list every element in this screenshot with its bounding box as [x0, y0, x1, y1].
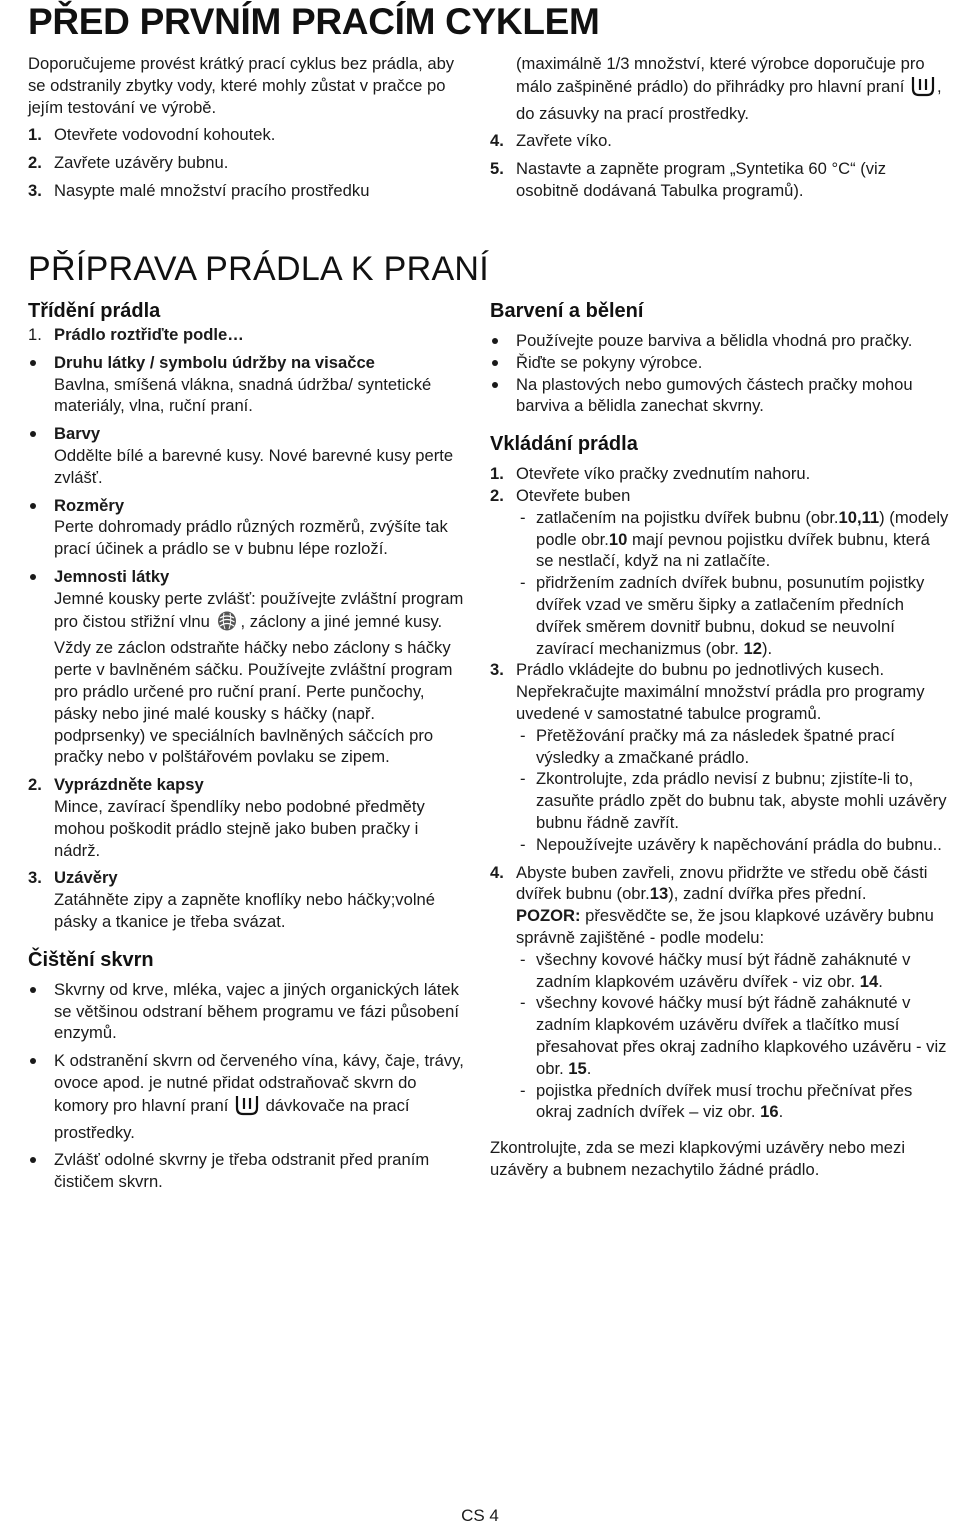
section2-left-column: [28, 298, 468, 1193]
warning-note: [490, 905, 950, 949]
sorting-item-3: [28, 867, 468, 932]
figure-ref: 10,11: [838, 507, 880, 527]
bullet-text: Oddělte bílé a barevné kusy. Nové barevné kusy perte zvlášť.: [54, 445, 454, 487]
warning-dash-1: [490, 949, 950, 993]
loading-step-2-dash-2: [490, 572, 950, 659]
subheading-stain-removal: Čištění skvrn: [28, 948, 154, 971]
step-text: Zavřete víko.: [516, 131, 612, 151]
dash-text: Přetěžování pračky má za následek špatné prací výsledky a zmačkané prádlo.: [536, 725, 895, 767]
step-text: Otevřete víko pračky zvednutím nahoru.: [516, 464, 811, 484]
step-4: [490, 130, 950, 152]
step-number: 1.: [490, 464, 504, 484]
step-number: 1.: [28, 125, 42, 145]
dash-text: .: [878, 971, 883, 991]
loading-step-3-dash-1: [490, 725, 950, 769]
step-number: 3.: [28, 180, 42, 200]
main-wash-compartment-icon: [235, 1094, 259, 1122]
dash-text: Zkontrolujte, zda prádlo nevisí z bubnu; zjistíte-li to, zasuňte prádlo zpět do bubnu tak, abyste mohli uzávěry bubnu řádně zavřít.: [536, 769, 947, 832]
loading-step-3-dash-3: [490, 834, 950, 856]
section1-left-column: [28, 53, 468, 202]
bullet-text-part: , záclony a jiné jemné kusy. Vždy ze záclon odstraňte háčky nebo záclony s háčky perte v bavlněném sáčku. Používejte zvláštní program pro prádlo určené pro ruční praní. Perte punčochy, pásky nebo jiné malé kousky s háčky (např. podprsenky) ve speciálních bavlněných sáčcích pro pračky nebo v polštářovém povlaku se zipem.: [54, 611, 453, 767]
bullet-title: Druhu látky / symbolu údržby na visačce: [54, 352, 375, 372]
section2-right-column: [490, 298, 950, 1181]
intro-paragraph: Doporučujeme provést krátký prací cyklus bez prádla, aby se odstranily zbytky vody, které mohly zůstat v pračce po jejím testování ve výrobě.: [28, 54, 455, 117]
step-text: Otevřete buben: [516, 485, 631, 505]
item-title: Vyprázdněte kapsy: [54, 775, 204, 795]
dash-text: přidržením zadních dvířek bubnu, posunutím pojistky dvířek vzad ve směru šipky a zatlačením předních dvířek směrem dovnitř bubnu, dokud se neuvolní zavírací mechanizmus (obr.: [536, 573, 925, 658]
dyeing-bullet-2: Řiďte se pokyny výrobce.: [490, 352, 950, 374]
dash-marker: -: [520, 1080, 526, 1100]
dash-text: .: [586, 1058, 592, 1078]
final-check-paragraph: Zkontrolujte, zda se mezi klapkovými uzávěry nebo mezi uzávěry a bubnem nezachytilo žádné prádlo.: [490, 1138, 906, 1179]
step-number: 5.: [490, 159, 504, 179]
bullet-title: Jemnosti látky: [54, 566, 170, 586]
step-text: Abyste buben zavřeli, znovu přidržte ve středu obě části dvířek bubnu (obr.: [516, 862, 928, 904]
dash-text: ) (modely podle obr.: [536, 507, 949, 549]
step-3-continuation-text: (maximálně 1/3 množství, které výrobce doporučuje pro málo zašpiněné prádlo) do přihrádky pro hlavní praní: [516, 54, 925, 96]
bullet-title: Rozměry: [54, 495, 125, 515]
dash-text: ).: [761, 638, 773, 658]
step-number: 4.: [490, 131, 504, 151]
dash-text: Nepoužívejte uzávěry k napěchování prádla do bubnu..: [536, 834, 942, 854]
stain-bullet-3: Zvlášť odolné skvrny je třeba odstranit před praním čističem skvrn.: [28, 1149, 468, 1193]
dash-text: všechny kovové háčky musí být řádně zaháknuté v zadním klapkovém uzávěru dvířek a tlačítko musí přesahovat přes okraj zadního klapkového uzávěru - viz obr.: [536, 993, 947, 1078]
dash-text: .: [778, 1102, 784, 1122]
dash-text: všechny kovové háčky musí být řádně zaháknuté v zadním klapkovém uzávěru dvířek - viz obr.: [536, 949, 911, 991]
loading-step-2: [490, 485, 950, 507]
stain-bullet-1: Skvrny od krve, mléka, vajec a jiných organických látek se většinou odstraní během programu ve fázi působení enzymů.: [28, 979, 468, 1044]
sorting-bullet-colors: [28, 423, 468, 488]
page-number: CS 4: [461, 1506, 499, 1525]
step-number: 4.: [490, 862, 504, 882]
subheading-loading-laundry: Vkládání prádla: [490, 433, 638, 456]
figure-ref: 16: [760, 1102, 779, 1122]
bullet-text-part: dávkovače na prací prostředky.: [54, 1095, 410, 1142]
subheading-sorting: Třídění prádla: [28, 300, 161, 322]
bullet-text-part: Jemné kousky perte zvlášť: používejte zvláštní program pro čistou střižní vlnu: [54, 588, 464, 631]
warning-dash-3: [490, 1080, 950, 1124]
warning-text: přesvědčte se, že jsou klapkové uzávěry bubnu správně zajištěné - podle modelu:: [516, 906, 934, 947]
item-text: Zatáhněte zipy a zapněte knoflíky nebo háčky;volné pásky a tkanice je třeba svázat.: [54, 890, 435, 931]
step-5: [490, 158, 950, 202]
step-number: 2.: [28, 153, 42, 173]
dash-marker: -: [520, 834, 526, 854]
item-number: 3.: [28, 868, 42, 888]
step-text: Zavřete uzávěry bubnu.: [54, 153, 229, 173]
subheading-dyeing-bleaching: Barvení a bělení: [490, 300, 644, 322]
dyeing-bullet-3: Na plastových nebo gumových částech pračky mohou barviva a bělidla zanechat skvrny.: [490, 374, 950, 418]
bullet-text-part: K odstranění skvrn od červeného vína, kávy, čaje, trávy, ovoce apod. je nutné přidat odstraňovač skvrn do komory pro hlavní praní: [54, 1051, 464, 1115]
warning-label: POZOR:: [516, 906, 581, 926]
step-text: Nasypte malé množství pracího prostředku: [54, 180, 370, 200]
step-text: ), zadní dvířka přes přední.: [668, 884, 867, 904]
step-text: Prádlo vkládejte do bubnu po jednotlivých kusech. Nepřekračujte maximální množství prádla pro programy uvedené v samostatné tabulce programů.: [516, 660, 925, 723]
item-number: 2.: [28, 775, 42, 795]
loading-step-3-dash-2: [490, 768, 950, 833]
item-number: 1.: [28, 325, 42, 344]
step-2: [28, 152, 468, 174]
dash-marker: -: [520, 949, 526, 969]
dash-text: zatlačením na pojistku dvířek bubnu (obr.: [536, 507, 839, 527]
dash-marker: -: [520, 573, 526, 593]
item-title: Uzávěry: [54, 868, 118, 888]
loading-step-4: [490, 862, 950, 906]
loading-step-1: [490, 463, 950, 485]
section1-right-column: [490, 53, 950, 202]
figure-ref: 15: [568, 1058, 587, 1078]
dyeing-bullet-1: Používejte pouze barviva a bělidla vhodná pro pračky.: [490, 330, 950, 352]
figure-ref: 13: [649, 884, 669, 904]
wool-symbol-icon: [216, 610, 238, 638]
item-title: Prádlo roztřiďte podle…: [54, 325, 244, 344]
dash-marker: -: [520, 993, 526, 1013]
bullet-title: Barvy: [54, 424, 101, 444]
sorting-item-1: [28, 324, 468, 346]
item-text: Mince, zavírací špendlíky nebo podobné předměty mohou poškodit prádlo stejně jako buben pračky i nádrž.: [54, 796, 425, 860]
main-wash-compartment-icon: [911, 75, 935, 103]
figure-ref: 14: [859, 971, 879, 991]
warning-dash-2: [490, 992, 950, 1079]
dash-text: mají pevnou pojistku dvířek bubnu, která se nestlačí, když na ni zatlačíte.: [536, 529, 930, 571]
dash-marker: -: [520, 507, 526, 527]
bullet-text: [54, 588, 468, 768]
step-text: Otevřete vodovodní kohoutek.: [54, 125, 276, 145]
sorting-bullet-delicacy: [28, 566, 468, 768]
step-number: 3.: [490, 660, 504, 680]
step-text: Nastavte a zapněte program „Syntetika 60 °C“ (viz osobitně dodávaná Tabulka programů).: [516, 159, 887, 200]
loading-step-3: [490, 659, 950, 724]
step-3-continuation-end: , do zásuvky na prací prostředky.: [516, 76, 942, 123]
dash-marker: -: [520, 769, 526, 789]
step-3-continuation: [490, 53, 950, 124]
dash-text: pojistka předních dvířek musí trochu přečnívat přes okraj zadních dvířek – viz obr.: [536, 1080, 913, 1122]
bullet-text: Perte dohromady prádlo různých rozměrů, zvýšíte tak prací účinek a prádlo se v bubnu lépe rozloží.: [54, 517, 448, 559]
stain-bullet-2: [28, 1050, 468, 1143]
figure-ref: 10: [608, 529, 628, 549]
figure-ref: 12: [743, 638, 762, 658]
section-title-before-first-cycle: PŘED PRVNÍM PRACÍM CYKLEM: [28, 1, 600, 42]
section-title-laundry-preparation: PŘÍPRAVA PRÁDLA K PRANÍ: [28, 250, 490, 288]
dash-marker: -: [520, 725, 526, 745]
sorting-bullet-sizes: [28, 495, 468, 560]
step-number: 2.: [490, 485, 504, 505]
sorting-bullet-fabric: [28, 352, 468, 417]
step-3: [28, 180, 468, 202]
step-1: [28, 124, 468, 146]
bullet-text: Bavlna, smíšená vlákna, snadná údržba/ syntetické materiály, vlna, ruční praní.: [54, 374, 432, 416]
sorting-item-2: [28, 774, 468, 861]
loading-step-2-dash-1: [490, 507, 950, 572]
